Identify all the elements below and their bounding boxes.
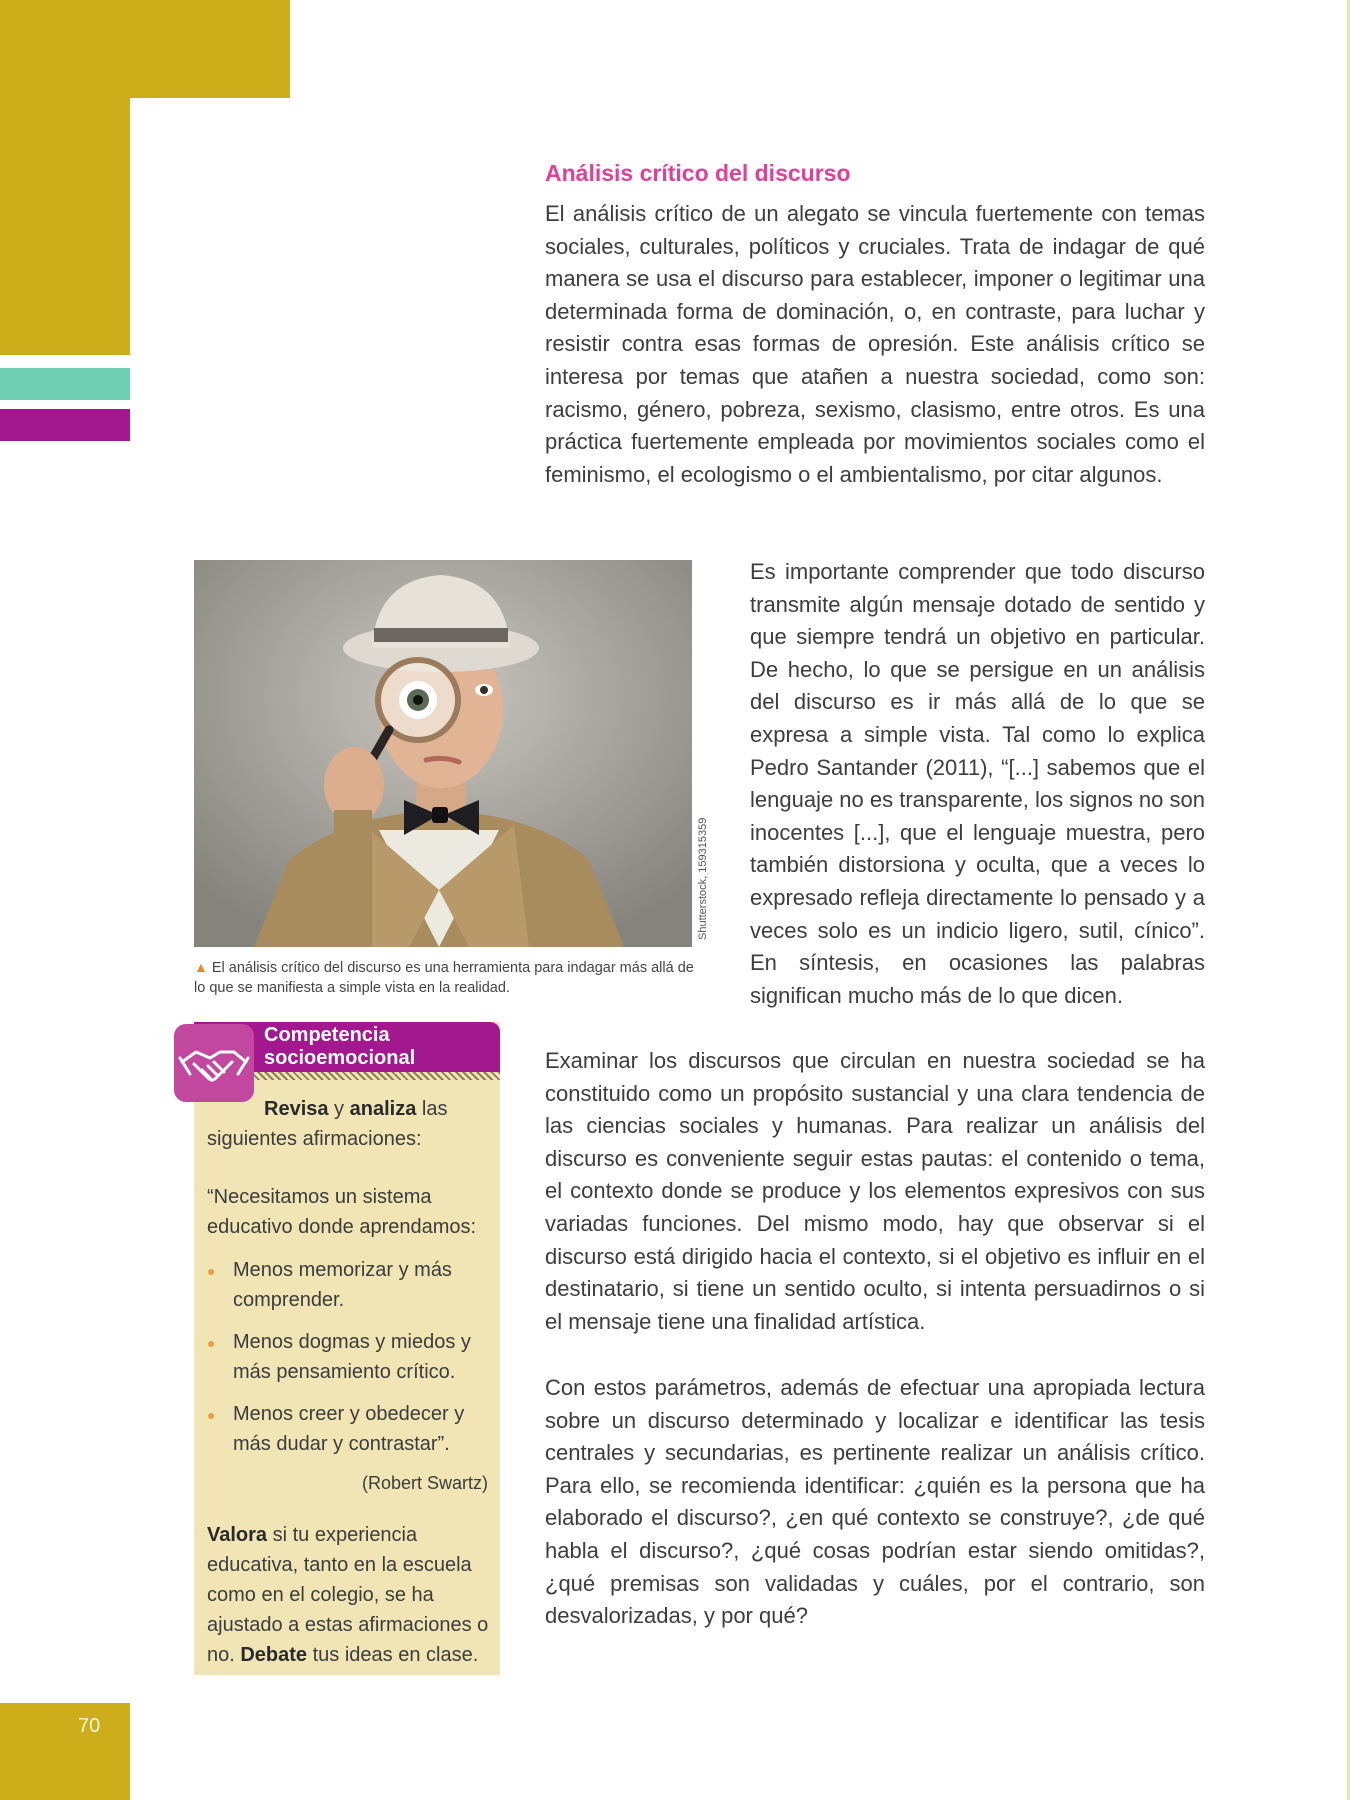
quote-bullet-list [207,1255,492,1471]
closing-end: tus ideas en clase. [307,1644,479,1666]
list-item [207,1399,492,1459]
competencia-title [264,1024,494,1070]
gold-margin-band [0,0,130,355]
man-with-magnifying-glass-illustration [194,560,692,947]
competencia-intro [207,1094,492,1154]
paragraph-parametros: Con estos parámetros, además de efectuar una apropiada lectura sobre un discurso determinado y localizar e identificar las tesis centrales y secundarias, es pertinente realizar un análisis crítico. Para ello, se recomienda identificar: ¿quién es la persona que ha elaborado el discurso?, ¿en qué contexto se construye?, ¿de qué habla el discurso?, ¿qué cosas podrían estar siendo omitidas?, ¿qué premisas son validadas y cuáles, por el contrario, son desvalorizadas, y por qué? [545,1375,1205,1629]
bullet-dot-icon [208,1269,214,1275]
bullet-text: Menos dogmas y miedos y más pensamiento crítico. [233,1331,471,1383]
page-number: 70 [78,1715,101,1737]
handshake-icon [174,1024,254,1102]
bullet-text: Menos creer y obedecer y más dudar y contrastar”. [233,1403,465,1455]
photo-caption [194,957,699,998]
list-item [207,1327,492,1387]
purple-accent-bar [0,409,130,441]
intro-connector: y [328,1098,350,1120]
photo-credit: Shutterstock, 159315359 [697,817,709,940]
caption-triangle-icon: ▲ [194,959,208,975]
paragraph-examinar: Examinar los discursos que circulan en nuestra sociedad se ha constituido como un propósito sustancial y una clara tendencia de las ciencias sociales y humanas. Para realizar un análisis del discurso es conveniente seguir estas pautas: el contenido o tema, el contexto donde se produce y los elementos expresivos con sus variadas funciones. Del mismo modo, hay que observar si el discurso está dirigido hacia el contexto, si el objetivo es influir en el destinatario, si tiene un sentido oculto, si intenta persuadirnos o si el mensaje tiene una finalidad artística. [545,1048,1205,1334]
paragraph-santander: Es importante comprender que todo discurso transmite algún mensaje dotado de sentido y que siempre tendrá un objetivo en particular. De hecho, lo que se persigue en un análisis del discurso es ir más allá de lo que se expresa a simple vista. Tal como lo explica Pedro Santander (2011), “[...] sabemos que el lenguaje no es transparente, los signos no son inocentes [...], que el lenguaje muestra, pero también distorsiona y oculta, que a veces lo expresado refleja directamente lo pensado y a veces solo es un indicio ligero, sutil, cínico”. En síntesis, en ocasiones las palabras significan mucho más de lo que dicen. [750,559,1205,1008]
quote-author: (Robert Swartz) [361,1473,488,1493]
paragraph-intro: El análisis crítico de un alegato se vincula fuertemente con temas sociales, culturales, políticos y cruciales. Trata de indagar de qué manera se usa el discurso para establecer, imponer o legitimar una determinada forma de dominación, o, en contraste, para luchar y resistir contra esas formas de opresión. Este análisis crítico se interesa por temas que atañen a nuestra sociedad, como son: racismo, género, pobreza, sexismo, clasismo, entre otros. Es una práctica fuertemente empleada por movimientos sociales como el feminismo, el ecologismo o el ambientalismo, por citar algunos. [545,201,1205,487]
quote-intro: “Necesitamos un sistema educativo donde aprendamos: [207,1186,477,1238]
bullet-dot-icon [208,1413,214,1419]
page-number-block [0,1703,130,1800]
teal-accent-bar [0,368,130,400]
intro-verb-revisa: Revisa [264,1098,329,1120]
bullet-text: Menos memorizar y más comprender. [233,1259,452,1311]
closing-mid: si tu experiencia educativa, tanto en la escuela como en el colegio, se ha ajustado a estas afirmaciones o no. [207,1524,489,1666]
competencia-title-line1: Competencia [264,1024,390,1046]
bullet-dot-icon [208,1341,214,1347]
section-title: Análisis crítico del discurso [545,160,851,186]
competencia-title-line2: socioemocional [264,1047,416,1069]
closing-verb-debate: Debate [240,1644,308,1666]
detective-photo [194,560,692,947]
intro-rest: las siguientes afirmaciones: [207,1098,448,1150]
competencia-closing [207,1520,492,1670]
intro-verb-analiza: analiza [349,1098,417,1120]
closing-verb-valora: Valora [207,1524,268,1546]
list-item [207,1255,492,1315]
caption-text: El análisis crítico del discurso es una herramienta para indagar más allá de lo que se manifiesta a simple vista en la realidad. [194,960,694,996]
